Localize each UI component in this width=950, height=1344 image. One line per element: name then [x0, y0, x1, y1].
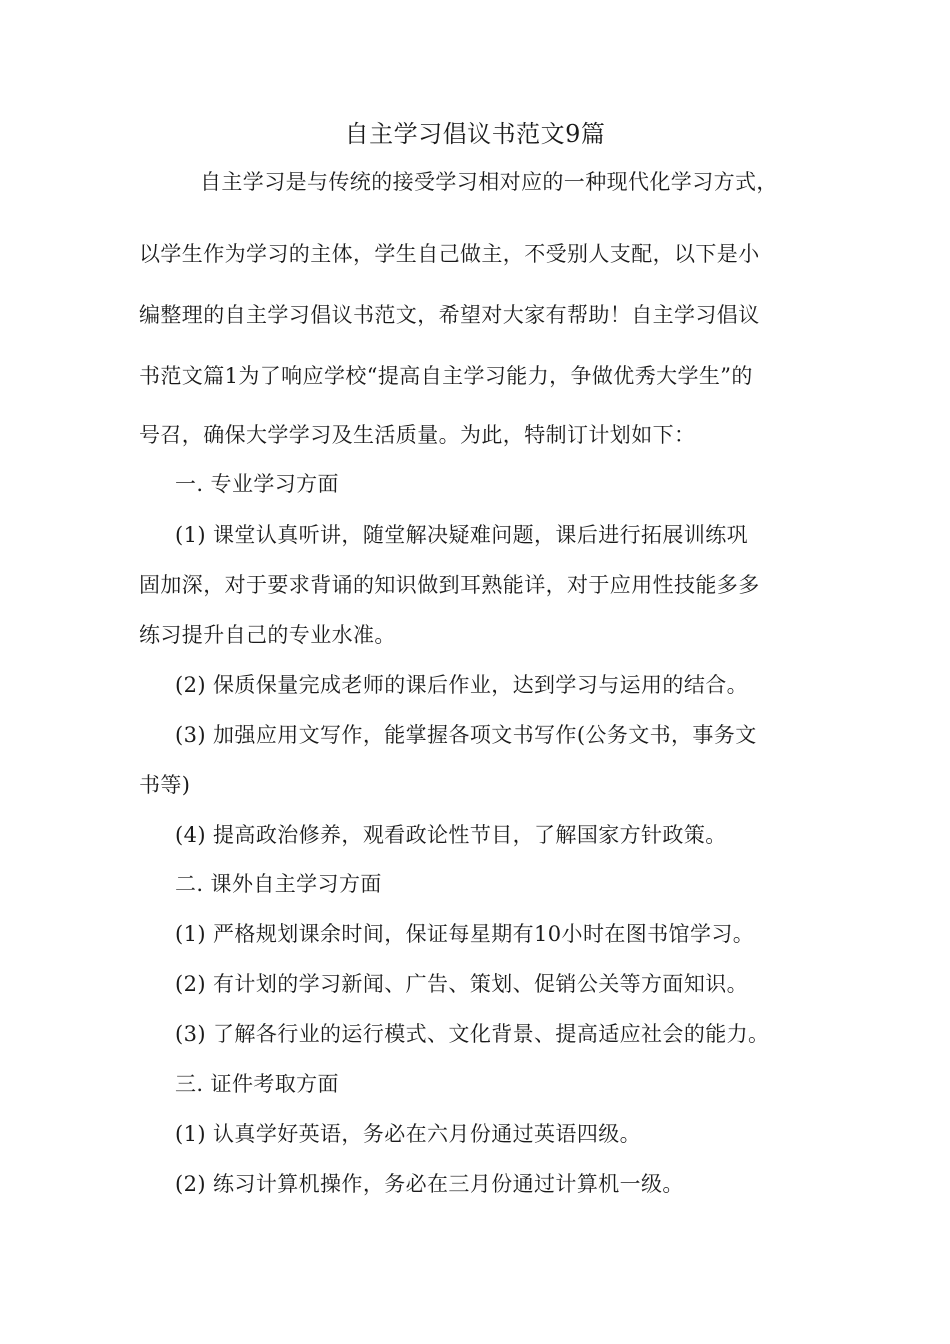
list-item: (1) 认真学好英语，务必在六月份通过英语四级。 — [175, 1122, 642, 1146]
section-heading: 二. 课外自主学习方面 — [175, 872, 382, 896]
paragraph-line: 书范文篇1为了响应学校“提高自主学习能力，争做优秀大学生”的 — [139, 364, 753, 388]
section-heading: 一. 专业学习方面 — [175, 472, 339, 496]
list-item-continuation: 书等) — [139, 773, 191, 797]
list-item: (3) 了解各行业的运行模式、文化背景、提高适应社会的能力。 — [175, 1022, 770, 1046]
list-item: (4) 提高政治修养，观看政论性节目，了解国家方针政策。 — [175, 823, 727, 847]
document-title: 自主学习倡议书范文9篇 — [344, 120, 606, 148]
paragraph-line: 自主学习是与传统的接受学习相对应的一种现代化学习方式， — [200, 170, 778, 194]
section-heading: 三. 证件考取方面 — [175, 1072, 339, 1096]
list-item: (1) 严格规划课余时间，保证每星期有10小时在图书馆学习。 — [175, 922, 755, 946]
list-item: (2) 练习计算机操作，务必在三月份通过计算机一级。 — [175, 1172, 684, 1196]
paragraph-line: 编整理的自主学习倡议书范文，希望对大家有帮助！自主学习倡议 — [139, 303, 760, 327]
list-item: (3) 加强应用文写作，能掌握各项文书写作(公务文书，事务文 — [175, 723, 757, 747]
list-item: (2) 有计划的学习新闻、广告、策划、促销公关等方面知识。 — [175, 972, 749, 996]
paragraph-line: 以学生作为学习的主体，学生自己做主，不受别人支配，以下是小 — [139, 242, 760, 266]
paragraph-line: 号召，确保大学学习及生活质量。为此，特制订计划如下： — [139, 423, 696, 447]
list-item: (1) 课堂认真听讲，随堂解决疑难问题，课后进行拓展训练巩 — [175, 523, 749, 547]
list-item-continuation: 练习提升自己的专业水准。 — [139, 623, 396, 647]
list-item-continuation: 固加深，对于要求背诵的知识做到耳熟能详，对于应用性技能多多 — [139, 573, 760, 597]
list-item: (2) 保质保量完成老师的课后作业，达到学习与运用的结合。 — [175, 673, 749, 697]
